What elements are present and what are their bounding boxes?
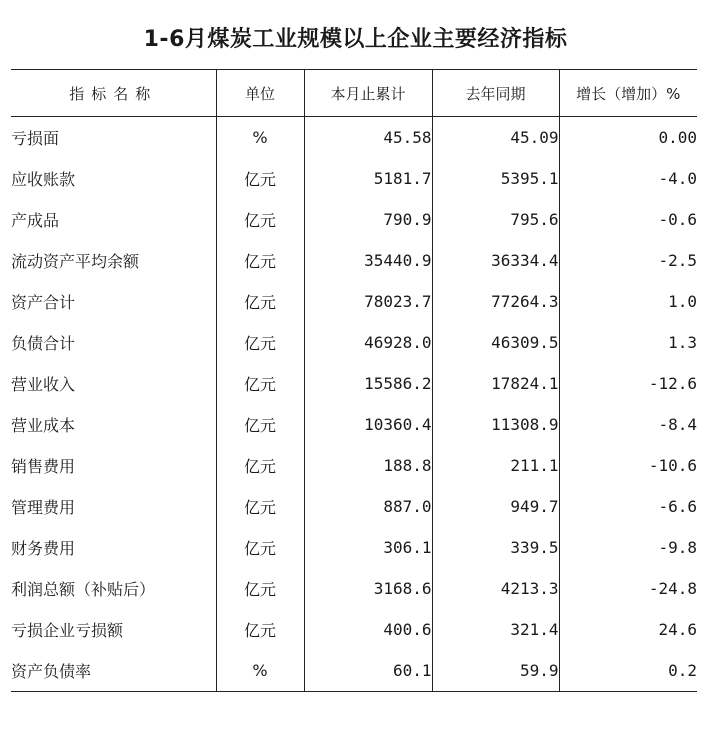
current-value-cell: 5181.7 — [304, 158, 432, 199]
unit-cell: 亿元 — [216, 404, 304, 445]
previous-value-cell: 17824.1 — [432, 363, 559, 404]
indicator-name-cell: 资产负债率 — [11, 662, 92, 681]
unit-cell: 亿元 — [216, 158, 304, 199]
indicator-name-cell: 管理费用 — [11, 498, 76, 517]
previous-value-cell: 211.1 — [432, 445, 559, 486]
growth-value-cell: -0.6 — [559, 199, 697, 240]
header-previous-year: 去年同期 — [432, 70, 559, 117]
unit-cell: 亿元 — [216, 445, 304, 486]
current-value-cell: 790.9 — [304, 199, 432, 240]
table-row — [11, 158, 697, 199]
indicator-name-cell: 销售费用 — [11, 457, 76, 476]
unit-cell: 亿元 — [216, 322, 304, 363]
growth-value-cell: -10.6 — [559, 445, 697, 486]
growth-value-cell: -24.8 — [559, 568, 697, 609]
indicator-name-cell: 负债合计 — [11, 334, 76, 353]
unit-cell: 亿元 — [216, 363, 304, 404]
indicator-name-cell: 资产合计 — [11, 293, 76, 312]
growth-value-cell: -6.6 — [559, 486, 697, 527]
growth-value-cell: 24.6 — [559, 609, 697, 650]
table-row — [11, 281, 697, 322]
current-value-cell: 78023.7 — [304, 281, 432, 322]
indicator-table — [11, 69, 697, 692]
table-row — [11, 404, 697, 445]
growth-value-cell: -2.5 — [559, 240, 697, 281]
table-row — [11, 322, 697, 363]
unit-cell: 亿元 — [216, 568, 304, 609]
previous-value-cell: 36334.4 — [432, 240, 559, 281]
table-row — [11, 117, 697, 159]
previous-value-cell: 321.4 — [432, 609, 559, 650]
unit-cell: % — [216, 650, 304, 692]
table-header-row — [11, 70, 697, 117]
current-value-cell: 10360.4 — [304, 404, 432, 445]
indicator-name-cell: 营业成本 — [11, 416, 76, 435]
table-row — [11, 486, 697, 527]
previous-value-cell: 339.5 — [432, 527, 559, 568]
table-row — [11, 199, 697, 240]
header-indicator-name: 指标名称 — [11, 70, 216, 117]
page-title: 1-6月煤炭工业规模以上企业主要经济指标 — [143, 27, 568, 52]
current-value-cell: 887.0 — [304, 486, 432, 527]
current-value-cell: 400.6 — [304, 609, 432, 650]
unit-cell: 亿元 — [216, 199, 304, 240]
current-value-cell: 60.1 — [304, 650, 432, 692]
current-value-cell: 3168.6 — [304, 568, 432, 609]
table-row — [11, 650, 697, 692]
header-current-cumulative: 本月止累计 — [304, 70, 432, 117]
previous-value-cell: 949.7 — [432, 486, 559, 527]
unit-cell: 亿元 — [216, 240, 304, 281]
growth-value-cell: 0.2 — [559, 650, 697, 692]
current-value-cell: 15586.2 — [304, 363, 432, 404]
indicator-name-cell: 财务费用 — [11, 539, 76, 558]
previous-value-cell: 5395.1 — [432, 158, 559, 199]
current-value-cell: 35440.9 — [304, 240, 432, 281]
table-row — [11, 568, 697, 609]
indicator-name-cell: 亏损面 — [11, 129, 60, 148]
current-value-cell: 45.58 — [304, 117, 432, 159]
indicator-name-cell: 应收账款 — [11, 170, 76, 189]
unit-cell: 亿元 — [216, 609, 304, 650]
header-unit: 单位 — [216, 70, 304, 117]
previous-value-cell: 45.09 — [432, 117, 559, 159]
indicator-name-cell: 流动资产平均余额 — [11, 252, 140, 271]
unit-cell: 亿元 — [216, 486, 304, 527]
growth-value-cell: -4.0 — [559, 158, 697, 199]
previous-value-cell: 77264.3 — [432, 281, 559, 322]
previous-value-cell: 46309.5 — [432, 322, 559, 363]
growth-value-cell: 1.0 — [559, 281, 697, 322]
indicator-name-cell: 亏损企业亏损额 — [11, 621, 124, 640]
growth-value-cell: 0.00 — [559, 117, 697, 159]
previous-value-cell: 795.6 — [432, 199, 559, 240]
current-value-cell: 306.1 — [304, 527, 432, 568]
indicator-name-cell: 产成品 — [11, 211, 60, 230]
unit-cell: % — [216, 117, 304, 159]
previous-value-cell: 59.9 — [432, 650, 559, 692]
table-row — [11, 445, 697, 486]
current-value-cell: 46928.0 — [304, 322, 432, 363]
table-row — [11, 363, 697, 404]
previous-value-cell: 11308.9 — [432, 404, 559, 445]
table-row — [11, 609, 697, 650]
header-growth: 增长（增加）% — [559, 70, 697, 117]
table-row — [11, 240, 697, 281]
growth-value-cell: -8.4 — [559, 404, 697, 445]
table-row — [11, 527, 697, 568]
current-value-cell: 188.8 — [304, 445, 432, 486]
previous-value-cell: 4213.3 — [432, 568, 559, 609]
growth-value-cell: -12.6 — [559, 363, 697, 404]
unit-cell: 亿元 — [216, 527, 304, 568]
indicator-name-cell: 利润总额（补贴后） — [11, 580, 156, 599]
table-body — [11, 117, 697, 692]
indicator-name-cell: 营业收入 — [11, 375, 76, 394]
growth-value-cell: 1.3 — [559, 322, 697, 363]
unit-cell: 亿元 — [216, 281, 304, 322]
growth-value-cell: -9.8 — [559, 527, 697, 568]
